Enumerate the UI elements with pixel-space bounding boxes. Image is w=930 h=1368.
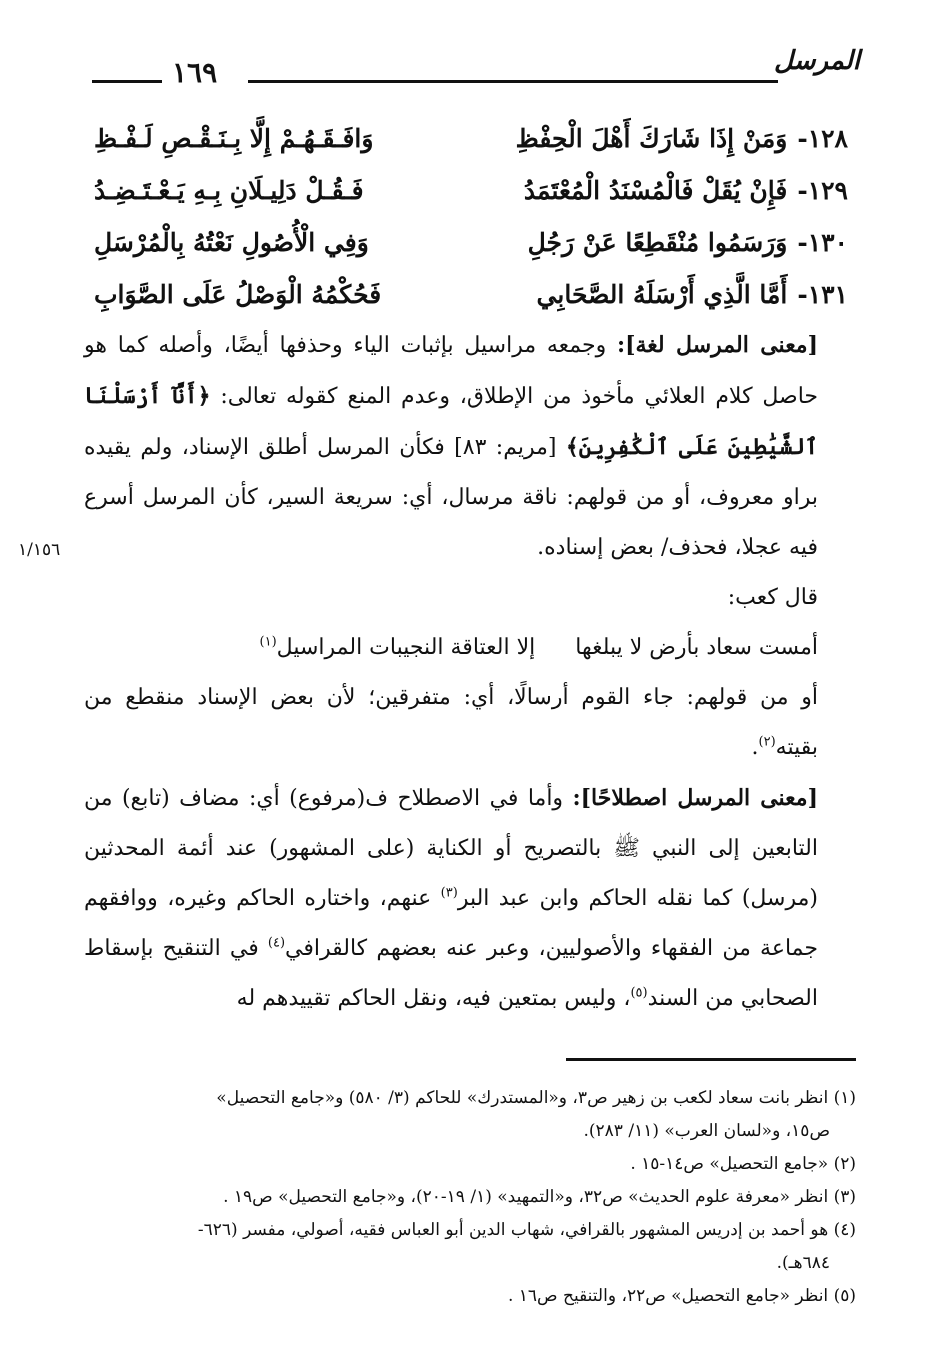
footnote-text: انظر «معرفة علوم الحديث» ص٣٢، و«التمهيد» (١/ ١٩-٢٠)، و«جامع التحصيل» ص١٩ . [223, 1187, 834, 1207]
verse-first-hemistich: أَمَّا الَّذِي أَرْسَلَهُ الصَّحَابِي [536, 279, 788, 309]
footnote [66, 1280, 856, 1313]
paragraph-arsalan [84, 673, 854, 773]
footnote-number: (٢) [833, 1154, 856, 1174]
verse-first-hemistich: وَرَسَمُوا مُنْقَطِعًا عَنْ رَجُلِ [527, 227, 788, 257]
section-label: [معنى المرسل لغة]: [616, 332, 819, 358]
footnote-text: «جامع التحصيل» ص١٤-١٥ . [630, 1154, 834, 1174]
verse-second-hemistich: وَافَـقَـهُـمْ إِلَّا بِـنَـقْـصِ لَـفْـظِ [94, 123, 374, 153]
paragraph-end: . [751, 735, 759, 760]
section-label: [معنى المرسل اصطلاحًا]: [572, 785, 818, 811]
footnote-text: هو أحمد بن إدريس المشهور بالقرافي، شهاب الدين أبو العباس فقيه، أصولي، مفسر (٦٢٦- [197, 1220, 834, 1240]
verse-line [88, 164, 848, 216]
verse-number: ١٢٩- [797, 175, 848, 205]
verse-second-hemistich: فَـقُـلْ دَلِيـلَانِ بِـهِ يَـعْـتَـضِـدُ [94, 175, 364, 205]
kaab-verse-first: أمست سعاد بأرض لا يبلغها [575, 635, 818, 660]
footnote-number: (٣) [833, 1187, 856, 1207]
footnote-marker: (٢) [758, 734, 776, 750]
verse-number: ١٣١- [797, 279, 848, 309]
paragraph-text: في التنقيح بإسقاط الصحابي من السند [84, 936, 818, 1011]
paragraph-text: عنهم، واختاره الحاكم وغيره، ووافقهم جماعة من الفقهاء والأصوليين، وعبر عنه بعضهم كالقرافي [84, 886, 818, 961]
poem-verses [88, 112, 848, 320]
paragraph-text: وجمعه مراسيل بإثبات الياء وحذفها أيضًا، وأصله كما هو حاصل كلام العلائي مأخوذ من الإطلاق، وعدم المنع كقوله تعالى: [84, 333, 819, 409]
footnote-number: (١) [833, 1088, 856, 1108]
footnote-continuation: ص١٥، و«لسان العرب» (١١/ ٢٨٣). [583, 1121, 830, 1141]
footnote-marker: (١) [259, 634, 277, 650]
footnote-separator [566, 1058, 856, 1061]
verse-line [88, 268, 848, 320]
header-rule-left [92, 80, 162, 83]
footnote-text: انظر «جامع التحصيل» ص٢٢، والتنقيح ص١٦ . [507, 1286, 834, 1306]
running-title: المرسل [774, 46, 860, 76]
footnote-marker: (٥) [630, 985, 648, 1001]
footnote-text: انظر بانت سعاد لكعب بن زهير ص٣، و«المستدرك» للحاكم (٣/ ٥٨٠) و«جامع التحصيل» [216, 1088, 834, 1108]
paragraph-text: أو من قولهم: جاء القوم أرسالًا، أي: متفرقين؛ لأن بعض الإسناد منقطع من بقيته [84, 685, 818, 760]
manuscript-margin-reference: ١/١٥٦ [18, 540, 61, 560]
footnote [66, 1148, 856, 1181]
verse-second-hemistich: فَحُكْمُهُ الْوَصْلُ عَلَى الصَّوَابِ [94, 279, 382, 309]
footnotes [66, 1082, 856, 1313]
footnote-number: (٥) [833, 1286, 856, 1306]
verse-line [88, 216, 848, 268]
body-text [84, 320, 854, 1024]
verse-first-hemistich: وَمَنْ إِذَا شَارَكَ أَهْلَ الْحِفْظِ [515, 123, 788, 153]
paragraph-text: [مريم: ٨٣] فكأن المرسل أطلق الإسناد، ولم يقيده براو معروف، أو من قولهم: ناقة مرسال، أي: سريعة السير، كأن المرسل أسرع فيه عجلا، فحذف/ بعض إسناده. [84, 435, 818, 560]
footnote-marker: (٤) [267, 935, 286, 951]
footnote [66, 1214, 856, 1280]
paragraph-linguistic-meaning [84, 320, 854, 573]
kaab-verse [84, 623, 854, 673]
verse-number: ١٢٨- [797, 123, 848, 153]
paragraph-technical-meaning [84, 773, 854, 1024]
paragraph-text: ، وليس بمتعين فيه، ونقل الحاكم تقييدهم له [236, 986, 631, 1011]
page-number: ١٦٩ [172, 56, 218, 89]
footnote [66, 1082, 856, 1148]
footnote-marker: (٣) [440, 885, 458, 901]
paragraph-text: وأما في الاصطلاح ف(مرفوع) أي: مضاف (تابع) من التابعين إلى النبي ﷺ بالتصريح أو الكناية (على المشهور) عند أئمة المحدثين (مرسل) كما نقله الحاكم وابن عبد البر [84, 786, 818, 911]
footnote-continuation: ٦٨٤هـ). [776, 1253, 830, 1273]
verse-number: ١٣٠- [797, 227, 848, 257]
header-rule-right [248, 80, 778, 83]
quran-quote: ﴿أَنَّآ أَرْسَلْنَا ٱلشَّيَٰطِينَ عَلَى ٱلْكَٰفِرِينَ﴾ [84, 383, 819, 460]
footnote-number: (٤) [833, 1220, 856, 1240]
verse-line [88, 112, 848, 164]
footnote [66, 1181, 856, 1214]
verse-second-hemistich: وَفِي الْأُصُولِ نَعْتُهُ بِالْمُرْسَلِ [94, 227, 369, 257]
kaab-intro: قال كعب: [727, 585, 818, 610]
kaab-verse-second: إلا العتاقة النجيبات المراسيل [276, 635, 536, 660]
verse-first-hemistich: فَإِنْ يُقَلْ فَالْمُسْنَدُ الْمُعْتَمَدُ [523, 175, 788, 205]
